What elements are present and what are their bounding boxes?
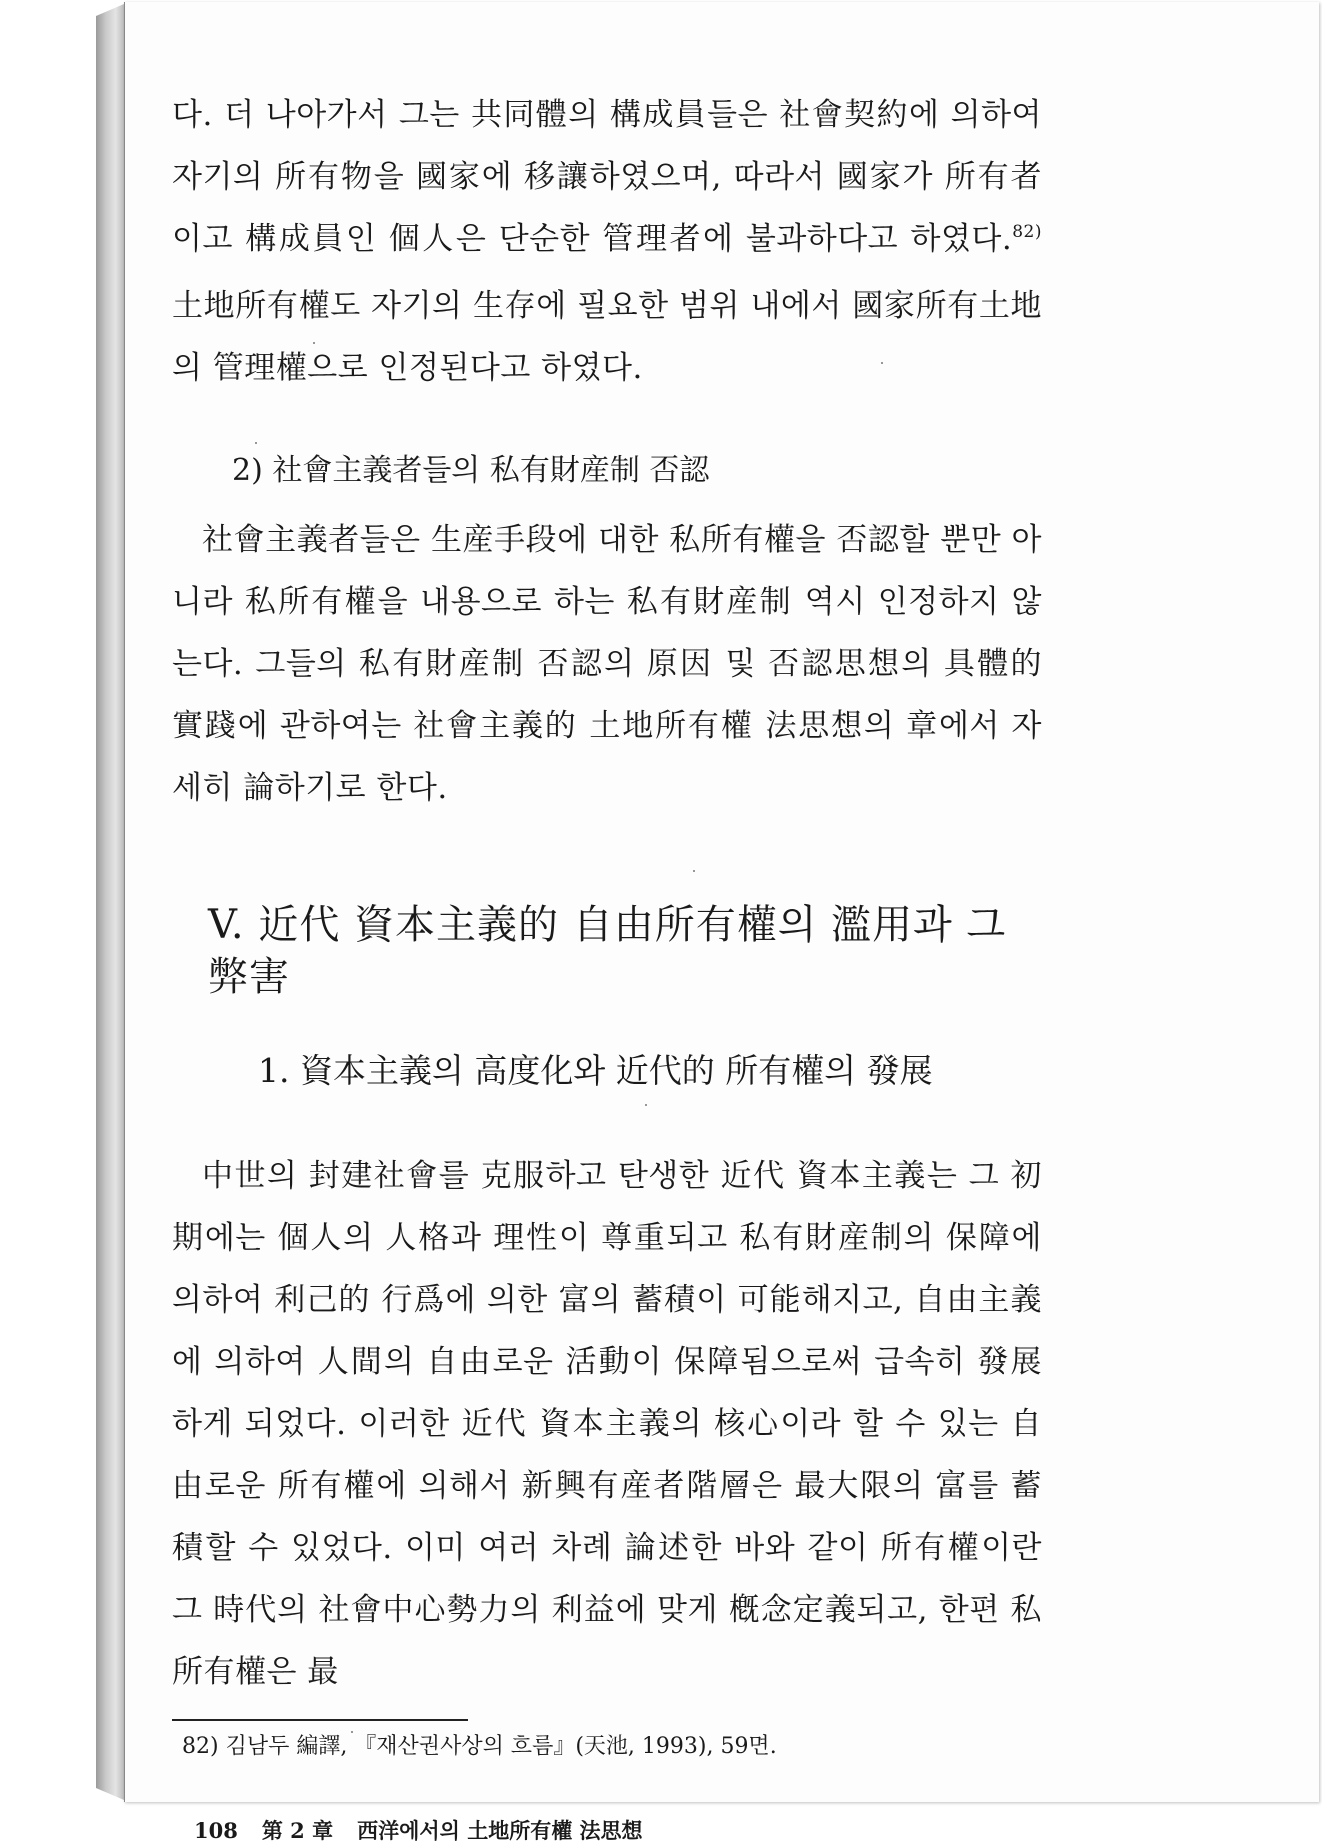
paragraph-text: 다. 더 나아가서 그는 共同體의 構成員들은 社會契約에 의하여 자기의 所有物을 國家에 移讓하였으며, 따라서 國家가 所有者이고 構成員인 個人은 단순한 管理者에 불과하다고 하였다.: [172, 97, 1042, 257]
footer-chapter-title: 西洋에서의 土地所有權 法思想: [357, 1818, 643, 1843]
page-content: [172, 84, 1042, 1845]
footer-chapter-label: 第 2 章: [261, 1818, 334, 1843]
chapter-heading: V. 近代 資本主義的 自由所有權의 濫用과 그 弊害: [208, 902, 1007, 1000]
footnote-82: 82) 김남두 編譯, 『재산권사상의 흐름』(天池, 1993), 59면.: [182, 1734, 777, 1759]
paragraph-text: 土地所有權도 자기의 生存에 필요한 범위 내에서 國家所有土地의 管理權으로 인정된다고 하였다.: [172, 288, 1042, 386]
body-paragraph-top: [172, 84, 1042, 399]
running-footer: [172, 1817, 1042, 1845]
footnote-reference[interactable]: 82): [1012, 222, 1042, 242]
body-paragraph-subsection: 社會主義者들은 生産手段에 대한 私所有權을 否認할 뿐만 아니라 私所有權을 내용으로 하는 私有財産制 역시 인정하지 않는다. 그들의 私有財産制 否認의 原因 및 否認思想의 具體的 實踐에 관하여는 社會主義的 土地所有權 法思想의 章에서 자세히 論하기로 한다.: [172, 522, 1042, 806]
page-number: 108: [194, 1818, 238, 1843]
book-page-edge: [96, 4, 124, 1800]
section-heading: 1. 資本主義의 高度化와 近代的 所有權의 發展: [258, 1051, 933, 1090]
body-paragraph-section: 中世의 封建社會를 克服하고 탄생한 近代 資本主義는 그 初期에는 個人의 人格과 理性이 尊重되고 私有財産制의 保障에 의하여 利己的 行爲에 의한 富의 蓄積이 可能해지고, 自由主義에 의하여 人間의 自由로운 活動이 保障됨으로써 급속히 發展하게 되었다. 이러한 近代 資本主義의 核心이라 할 수 있는 自由로운 所有權에 의해서 新興有産者階層은 最大限의 富를 蓄積할 수 있었다. 이미 여러 차례 論述한 바와 같이 所有權이란 그 時代의 社會中心勢力의 利益에 맞게 槪念定義되고, 한편 私所有權은 最: [172, 1158, 1042, 1690]
subsection-heading: 2) 社會主義者들의 私有財産制 否認: [232, 453, 710, 488]
